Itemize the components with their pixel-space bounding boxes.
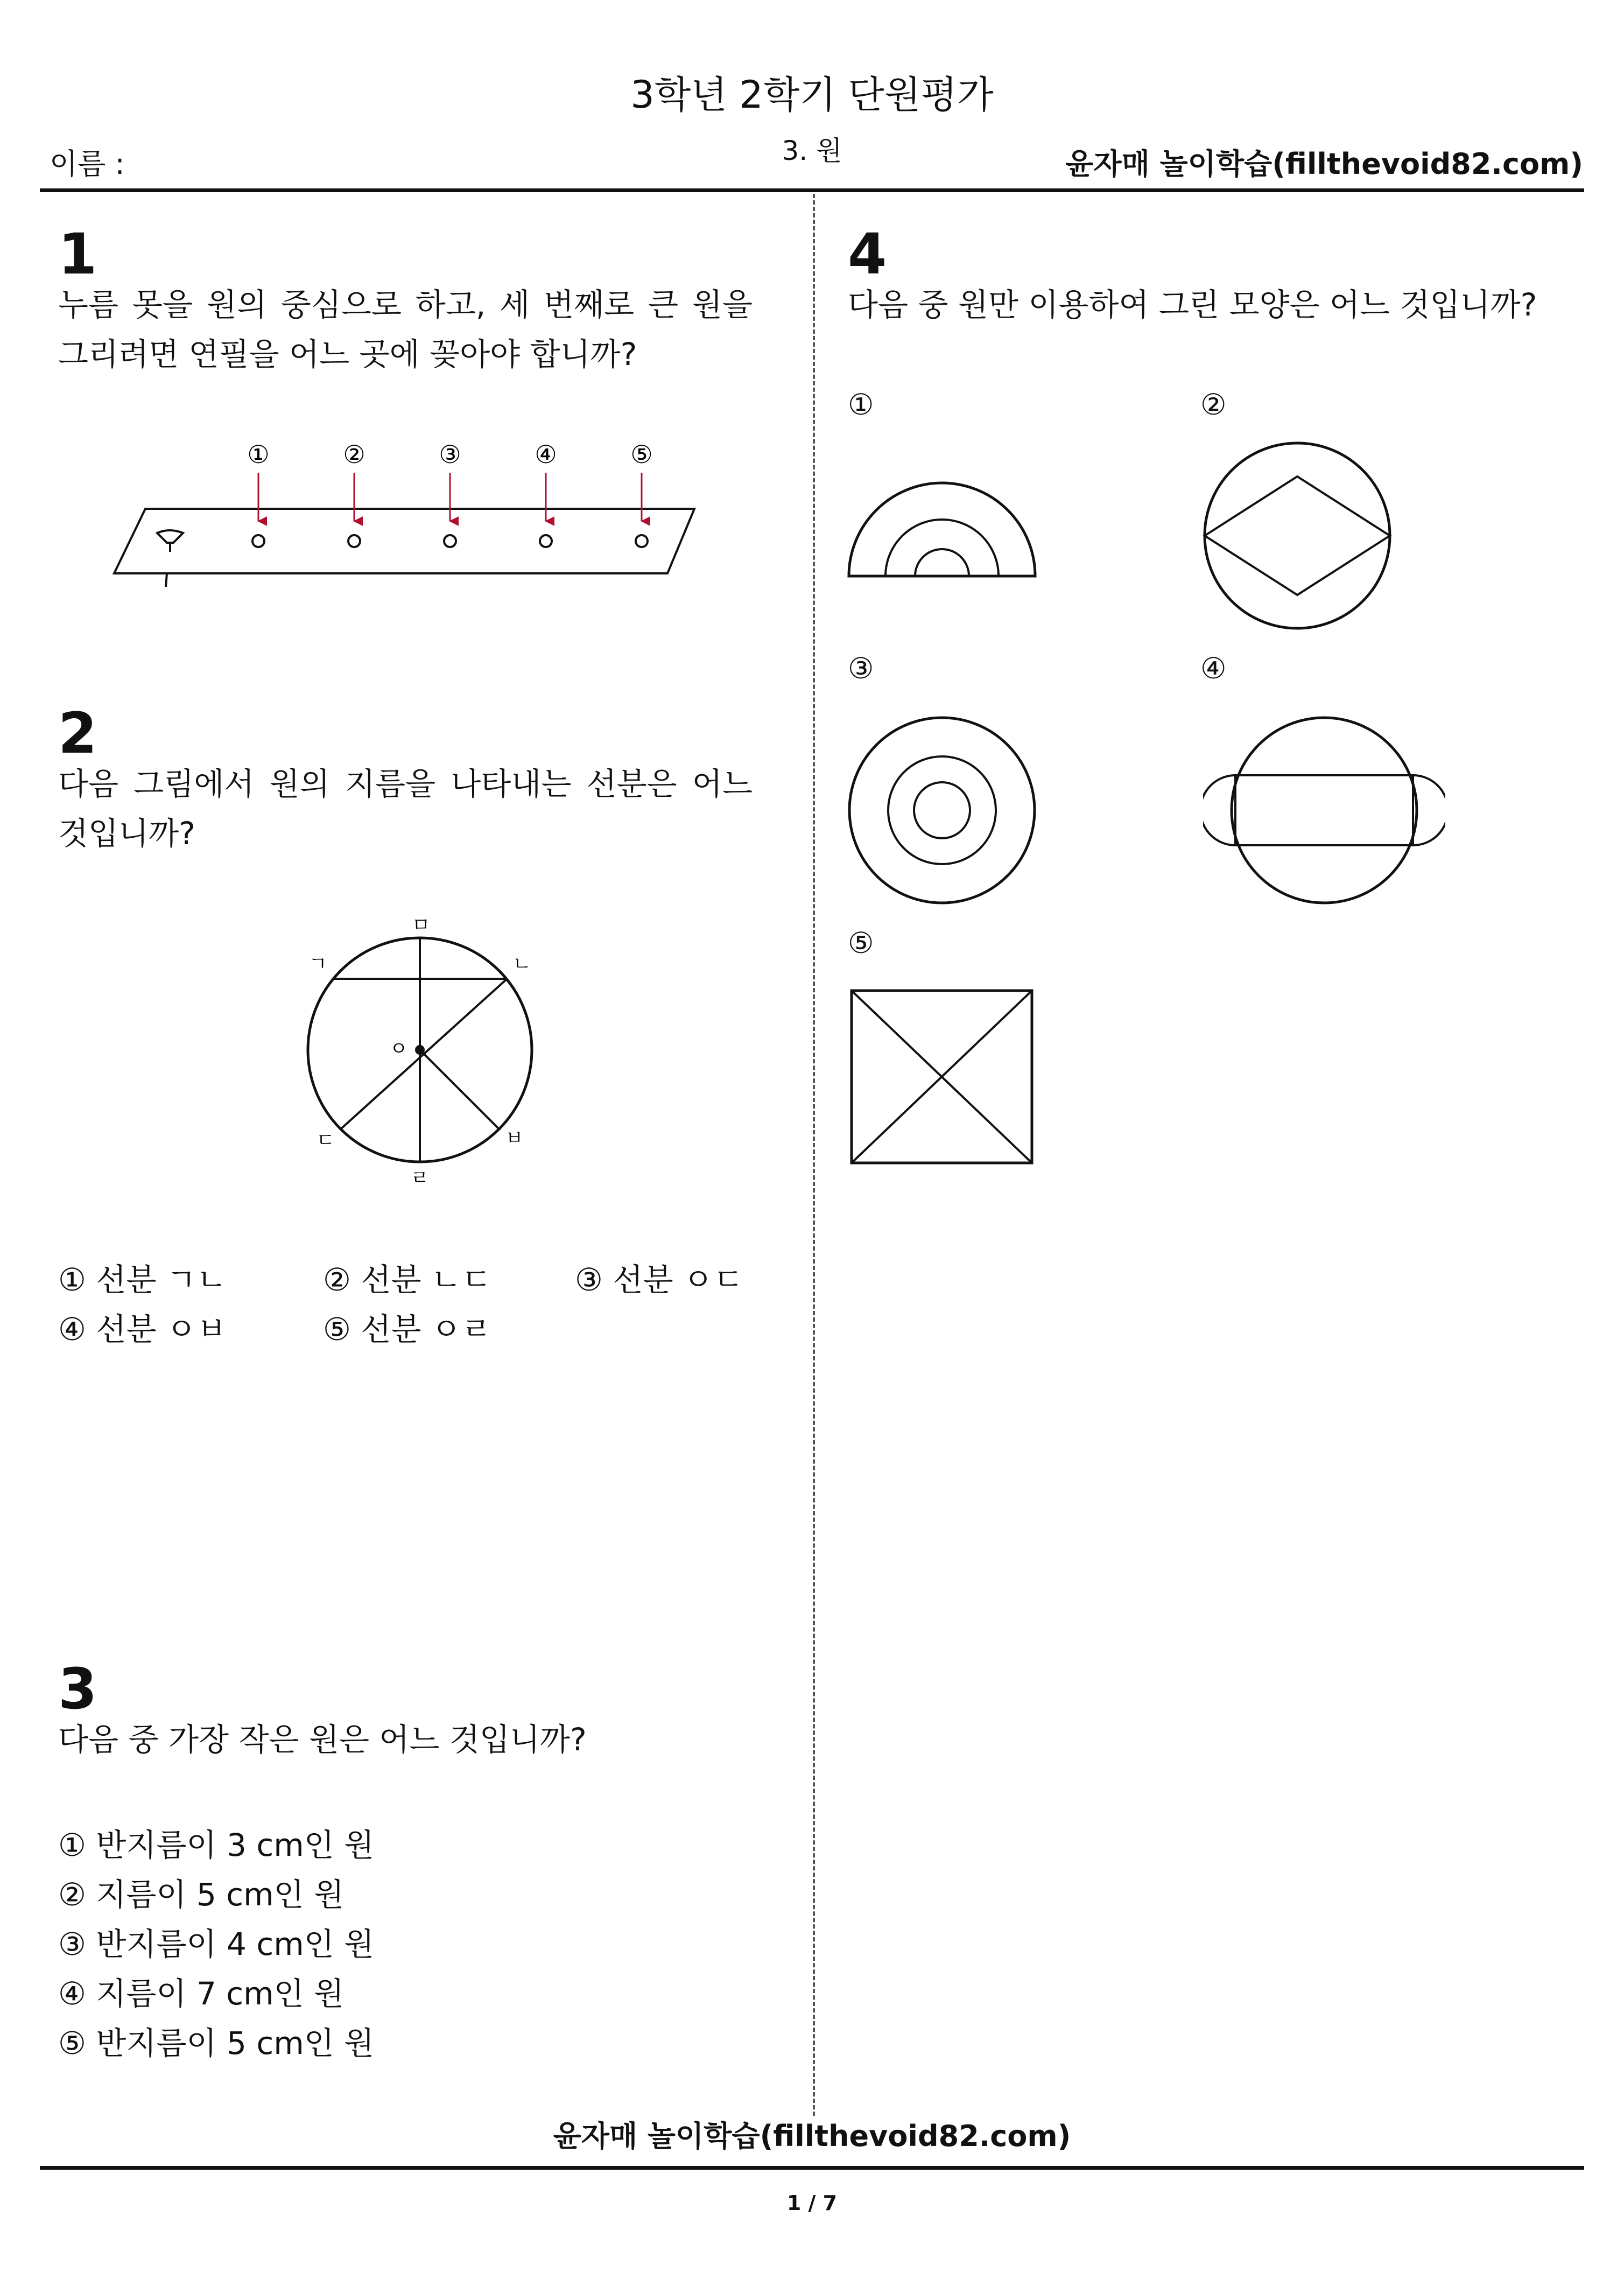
hole-label-2: ②: [343, 440, 365, 469]
label-nieun: ㄴ: [512, 953, 531, 975]
question-1-text: 누름 못을 원의 중심으로 하고, 세 번째로 큰 원을 그리려면 연필을 어느 곳에 꽂아야 합니까?: [58, 286, 753, 373]
push-pin-icon: [157, 530, 183, 552]
footer-divider: [40, 2166, 1584, 2170]
question-1-number: 1: [58, 221, 97, 287]
label-bieup: ㅂ: [505, 1127, 524, 1149]
hole-label-1: ①: [247, 440, 270, 469]
question-3-option-4[interactable]: ④ 지름이 7 cm인 원: [58, 1975, 345, 2012]
page-number: 1 / 7: [786, 2191, 838, 2215]
question-3-number: 3: [58, 1656, 97, 1722]
question-3-option-5[interactable]: ⑤ 반지름이 5 cm인 원: [58, 2025, 375, 2061]
question-3-text: 다음 중 가장 작은 원은 어느 것입니까?: [58, 1721, 587, 1758]
question-2-figure: [291, 910, 571, 1201]
label-mieum: ㅁ: [411, 914, 431, 936]
question-4-option-5-label[interactable]: ⑤: [848, 926, 874, 960]
footer-brand: 윤자매 놀이학습(fillthevoid82.com): [553, 2119, 1071, 2153]
unit-subtitle: 3. 원: [782, 135, 842, 166]
question-2-option-2[interactable]: ② 선분 ㄴㄷ: [323, 1261, 491, 1298]
question-4-option-5-figure[interactable]: [845, 985, 1039, 1168]
question-2-option-5[interactable]: ⑤ 선분 ㅇㄹ: [323, 1311, 491, 1348]
paper-strip: [114, 509, 694, 573]
question-2-option-1[interactable]: ① 선분 ㄱㄴ: [58, 1261, 227, 1298]
question-4-option-3-figure[interactable]: [842, 711, 1042, 910]
hole-label-4: ④: [535, 440, 557, 469]
question-4-option-2-figure[interactable]: [1198, 436, 1397, 635]
question-2-number: 2: [58, 700, 97, 766]
question-3-option-1[interactable]: ① 반지름이 3 cm인 원: [58, 1827, 375, 1863]
column-divider: [813, 194, 815, 2116]
header-divider: [40, 188, 1584, 192]
question-4-option-4-figure[interactable]: [1203, 711, 1445, 910]
page-title: 3학년 2학기 단원평가: [630, 73, 994, 117]
question-4-option-3-label[interactable]: ③: [848, 651, 874, 685]
header-brand: 윤자매 놀이학습(fillthevoid82.com): [1065, 147, 1583, 181]
question-3-option-3[interactable]: ③ 반지름이 4 cm인 원: [58, 1926, 375, 1962]
hole-label-3: ③: [439, 440, 461, 469]
strip-pin-tip: [166, 573, 167, 587]
question-4-text: 다음 중 원만 이용하여 그린 모양은 어느 것입니까?: [848, 286, 1537, 323]
label-digeut: ㄷ: [316, 1130, 335, 1152]
center-point: [415, 1045, 425, 1055]
hole-label-5: ⑤: [630, 440, 653, 469]
question-4-option-1-label[interactable]: ①: [848, 388, 874, 422]
question-2-option-4[interactable]: ④ 선분 ㅇㅂ: [58, 1311, 227, 1348]
question-4-option-4-label[interactable]: ④: [1200, 651, 1227, 685]
question-4-option-2-label[interactable]: ②: [1200, 388, 1227, 422]
name-label: 이름 :: [50, 147, 125, 181]
label-rieul: ㄹ: [410, 1167, 430, 1189]
question-2-text: 다음 그림에서 원의 지름을 나타내는 선분은 어느 것입니까?: [58, 766, 753, 852]
question-3-option-2[interactable]: ② 지름이 5 cm인 원: [58, 1876, 345, 1913]
question-1-figure: [108, 436, 721, 592]
question-4-option-1-figure[interactable]: [842, 458, 1042, 581]
question-2-option-3[interactable]: ③ 선분 ㅇㄷ: [575, 1261, 743, 1298]
segment-ieung-bieup: [420, 1050, 499, 1129]
label-giyeok: ㄱ: [308, 953, 327, 975]
label-ieung: ㅇ: [389, 1038, 408, 1060]
question-4-number: 4: [848, 221, 887, 287]
